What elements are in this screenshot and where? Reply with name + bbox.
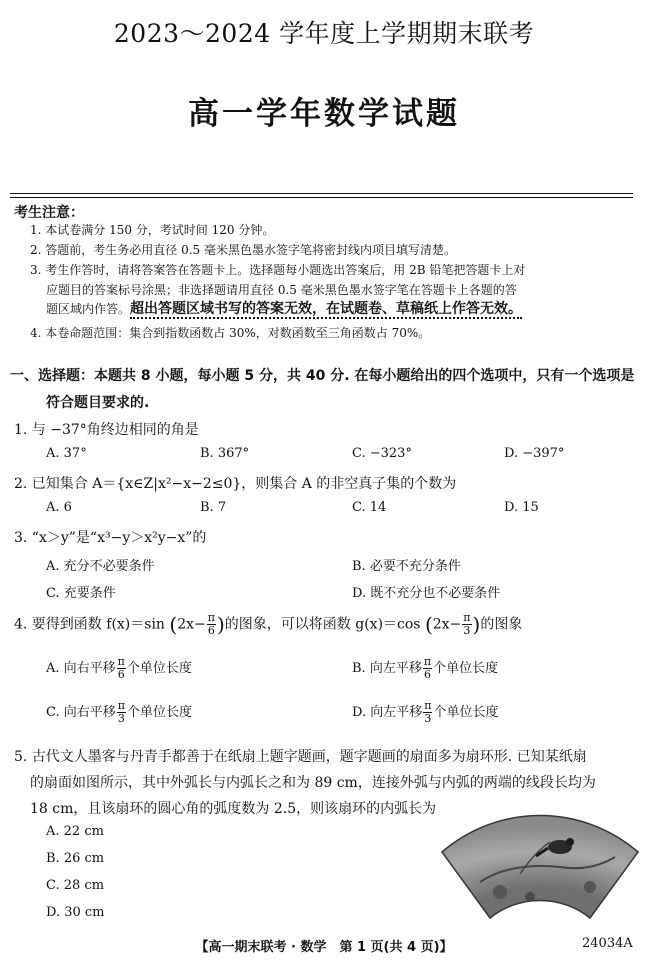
question-2-option-b: B. 7 (200, 500, 227, 515)
question-2-option-c: C. 14 (352, 500, 387, 515)
frac-num: π (424, 699, 432, 712)
notice-item-1: 1. 本试卷满分 150 分，考试时间 120 分钟。 (30, 223, 275, 237)
question-4-option-a (46, 656, 192, 681)
question-4-stem (14, 612, 522, 637)
frac-den: 6 (117, 668, 125, 681)
fraction-pi-3 (117, 700, 126, 725)
question-2-option-d: D. 15 (504, 500, 539, 515)
notice-warning: 超出答题区域书写的答案无效，在试题卷、草稿纸上作答无效。 (130, 301, 523, 317)
question-3-option-b: B. 必要不充分条件 (352, 559, 461, 574)
exam-title: 2023～2024 学年度上学期期末联考 (113, 19, 535, 48)
q4-unit: 个单位长度 (433, 661, 499, 676)
question-3-option-a: A. 充分不必要条件 (46, 559, 155, 574)
paren-open: ( (169, 612, 178, 637)
paren-close: ) (216, 612, 225, 637)
frac-den: 6 (207, 624, 215, 637)
question-3-option-c: C. 充要条件 (46, 586, 116, 601)
frac-num: π (463, 611, 471, 624)
question-5-option-c: C. 28 cm (46, 878, 105, 893)
question-3-stem: 3. “x＞y”是“x³−y＞x²y−x”的 (14, 530, 207, 546)
fraction-pi-6 (423, 656, 432, 681)
question-1-option-d: D. −397° (504, 446, 565, 461)
notice-item-4: 4. 本卷命题范围：集合到指数函数占 30%，对数函数至三角函数占 70%。 (30, 326, 431, 340)
fraction-pi-6 (117, 656, 126, 681)
section-heading-cont: 符合题目要求的. (46, 395, 150, 411)
fan-painting-figure (440, 812, 640, 922)
question-5-stem-line-2: 的扇面如图所示，其中外弧长与内弧长之和为 89 cm，连接外弧与内弧的两端的线段长均为 (30, 775, 596, 791)
question-3-option-d: D. 既不充分也不必要条件 (352, 586, 501, 601)
notice-item-3-cont: 应题目的答案标号涂黑；非选择题请用直径 0.5 毫米黑色墨水签字笔在答题卡上各题的答 (46, 283, 517, 297)
q4-c-text: C. 向右平移 (46, 705, 116, 720)
divider-thin (10, 197, 633, 198)
frac-num: π (423, 655, 432, 668)
footer-page-info: 【高一期末联考 · 数学 第 1 页(共 4 页)】 (195, 940, 453, 955)
q4-d-text: D. 向左平移 (352, 705, 423, 720)
notice-item-3: 3. 考生作答时，请将答案答在答题卡上。选择题每小题选出答案后，用 2B 铅笔把答题卡上对 (30, 263, 526, 277)
q4-stem-part-c: 的图象 (480, 616, 523, 633)
fraction-pi-6 (207, 612, 216, 637)
q4-arg2: 2x− (432, 616, 462, 633)
q4-unit: 个单位长度 (126, 661, 192, 676)
question-5-option-d: D. 30 cm (46, 905, 105, 920)
question-4-option-b (352, 656, 498, 681)
q4-stem-part-a: 4. 要得到函数 f(x)＝sin (14, 616, 165, 633)
question-5-option-a: A. 22 cm (46, 824, 104, 839)
frac-den: 3 (117, 712, 125, 725)
frac-num: π (207, 611, 215, 624)
notice-item-2: 2. 答题前，考生务必用直径 0.5 毫米黑色墨水签字笔将密封线内项目填写清楚。 (30, 243, 456, 257)
question-4-option-c (46, 700, 192, 725)
divider-thick (10, 193, 633, 194)
frac-num: π (117, 655, 125, 668)
footer-code: 24034A (582, 936, 633, 951)
question-5-stem-line-3: 18 cm，且该扇环的圆心角的弧度数为 2.5，则该扇环的内弧长为 (30, 801, 437, 817)
question-1-option-c: C. −323° (352, 446, 412, 461)
notice-item-3-text: 题区域内作答。 (46, 302, 131, 316)
question-5-stem-line-1: 5. 古代文人墨客与丹青手都善于在纸扇上题字题画，题字题画的扇面多为扇环形. 已知某纸扇 (14, 749, 587, 765)
q4-a-text: A. 向右平移 (46, 661, 116, 676)
frac-den: 3 (424, 712, 432, 725)
notice-heading: 考生注意： (14, 205, 84, 221)
question-2-stem: 2. 已知集合 A＝{x∈Z|x²−x−2≤0}，则集合 A 的非空真子集的个数为 (14, 476, 457, 492)
q4-arg1: 2x− (177, 616, 206, 633)
frac-den: 3 (463, 624, 471, 637)
fraction-pi-3 (462, 612, 471, 637)
question-4-option-d (352, 700, 498, 725)
notice-item-3-cont2 (46, 301, 522, 317)
q4-stem-part-b: 的图象，可以将函数 g(x)＝cos (224, 616, 421, 633)
q4-unit: 个单位长度 (433, 705, 499, 720)
paren-close: ) (472, 612, 481, 637)
question-5-option-b: B. 26 cm (46, 851, 105, 866)
subject-title: 高一学年数学试题 (188, 96, 460, 132)
frac-num: π (117, 699, 125, 712)
section-heading: 一、选择题：本题共 8 小题，每小题 5 分，共 40 分. 在每小题给出的四个选项中，只有一个选项是 (10, 368, 635, 384)
q4-unit: 个单位长度 (126, 705, 192, 720)
question-1-option-b: B. 367° (200, 446, 250, 461)
fraction-pi-3 (423, 700, 432, 725)
question-1-stem: 1. 与 −37°角终边相同的角是 (14, 422, 199, 438)
question-1-option-a: A. 37° (46, 446, 87, 461)
frac-den: 6 (423, 668, 431, 681)
q4-b-text: B. 向左平移 (352, 661, 422, 676)
question-2-option-a: A. 6 (46, 500, 72, 515)
paren-open: ( (424, 612, 433, 637)
